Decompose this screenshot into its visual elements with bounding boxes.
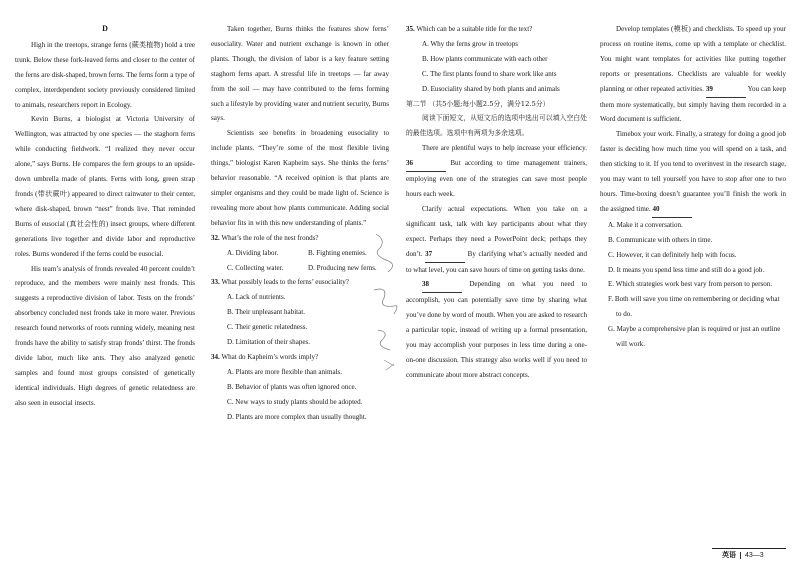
option-c[interactable]: C. The first plants found to share work like ants [422,69,557,78]
choice-g[interactable]: G. Maybe a comprehensive plan is required or just an outline will work. [608,325,781,349]
option-d[interactable]: D. Plants are more complex than usually thought. [227,412,367,421]
subject-label: 英语 [722,552,736,559]
page-number: 43—3 [740,552,764,559]
passage-paragraph: Taken together, Burns thinks the features show ferns’ eusociality. Water and nutrient exchange is known in other plants. Though, the division of labor is a key feature setting staghorn ferns apart. A stressful life in treetops — far away from the soil — may have contributed to the ferns forming such a lifestyle by providing water and nutrient security, Burns says. [211,25,389,123]
option-row [211,246,389,261]
option-row [211,261,389,276]
option-b[interactable]: B. How plants communicate with each other [422,54,548,63]
gap-paragraph: Clarify actual expectations. When you take on a significant task, talk with key participants about what they expect. Perhaps they need a PowerPoint deck; perhaps they don’t. 37 By clarifying what’s actually needed and to what level, you can save hours of time on getting tasks done. [406,204,587,274]
section-2-instruction: 阅读下面短文，从短文后的选项中选出可以填入空白处的最佳选项。选项中有两项为多余选项。 [406,114,587,138]
passage-paragraph: Kevin Burns, a biologist at Victoria University of Wellington, was attracted by one species — the staghorn ferns while conducting fieldwork. “I realized they never occur alone,” says Burns. He compares the fern groups to an upside-down umbrella made of plants. Ferns with long, green strap fronds (带状蕨叶) appeared to direct rainwater to their center, where disk-shaped, brown “nest” fronds live. That reminded Burns of eusocial (真社会性的) insect groups, where different generations live together and divide labor and reproductive roles. Burns wondered if the ferns could be eusocial. [15,115,195,258]
choice-e[interactable]: E. Which strategies work best vary from person to person. [608,280,773,289]
blank-37[interactable]: 37 [425,247,465,263]
question-35: 35. Which can be a suitable title for the text? [406,25,533,33]
question-34: 34. What do Kapheim’s words imply? [211,352,319,361]
column-2 [211,22,389,424]
option-d[interactable]: D. Producing new ferns. [308,263,377,272]
column-3 [406,22,587,383]
option-b[interactable]: B. Behavior of plants was often ignored once. [227,382,357,391]
passage-paragraph: Scientists see benefits in broadening eusociality to include plants. “They’re some of the most flexible living things,” biologist Karen Kapheim says. She thinks the ferns’ behavior reasonable. “A received opinion is that plants are simpler organisms and they could be made light of. Science is revealing more about how plants communicate. Adding social behavior fits in with this new understanding of plants.” [211,129,389,227]
question-32: 32. What’s the role of the nest fronds? [211,233,319,242]
blank-38[interactable]: 38 [422,277,462,293]
option-c[interactable]: C. Their genetic relatedness. [227,323,308,332]
option-b[interactable]: B. Their unpleasant habitat. [227,308,305,317]
option-a[interactable]: A. Dividing labor. [227,248,279,257]
option-a[interactable]: A. Lack of nutrients. [227,293,286,302]
choice-b[interactable]: B. Communicate with others in time. [608,235,713,244]
question-33: 33. What possibly leads to the ferns’ eusociality? [211,278,349,287]
option-c[interactable]: C. New ways to study plants should be adopted. [227,397,363,406]
option-a[interactable]: A. Why the ferns grow in treetops [422,39,518,48]
column-1 [15,22,195,411]
passage-paragraph: High in the treetops, strange ferns (蕨类植物) hold a tree trunk. Below these fork-leaved ferns and closer to the center of the ferns are disk-shaped, brown ferns. The ferns form a type of complex, interdependent society previously considered limited to animals, researchers report in Ecology. [15,40,195,109]
choice-a[interactable]: A. Make it a conversation. [608,220,683,229]
choice-c[interactable]: C. However, it can definitely help with focus. [608,250,737,259]
gap-paragraph: Timebox your work. Finally, a strategy for doing a good job faster is deciding how much time you will spend on a task, and then sticking to it. If you tend to overinvest in the research stage, you may want to tell yourself you have to stop after one to two hours. Time-boxing doesn’t guarantee you’ll finish the work in the assigned time. 40 [600,127,786,217]
page-footer [712,548,786,563]
choice-d[interactable]: D. It means you spend less time and still do a good job. [608,265,765,274]
passage-paragraph: His team’s analysis of fronds revealed 40 percent couldn’t reproduce, and the members were mainly nest fronds. This suggests a reproductive division of labor. Tests on the fronds’ absorbency concluded nest fronds take in more water. Previous research found networks of roots running widely, meaning nest fronds have the ability to satisfy strap fronds’ thirst. The fronds divide labor, much like ants. They also analyzed genetic samples and found most groups consisted of genetically identical individuals. High degrees of genetic relatedness are also seen in eusocial insects. [15,264,195,407]
option-c[interactable]: C. Collecting water. [227,263,284,272]
option-a[interactable]: A. Plants are more flexible than animals. [227,367,343,376]
choice-f[interactable]: F. Both will save you time on remembering or deciding what to do. [608,295,780,319]
option-d[interactable]: D. Eusociality shared by both plants and animals [422,84,560,93]
blank-40[interactable]: 40 [652,202,692,218]
option-b[interactable]: B. Fighting enemies. [308,248,367,257]
blank-36[interactable]: 36 [406,156,446,172]
gap-paragraph: Develop templates (模板) and checklists. To speed up your process on routine items, come up with a template or checklist. You might want templates for activities like putting together reports or presentations. Checklists are valuable for weekly planning or other repeated activities. 39 You can keep them more systematically, but simply having them recorded in a Word document is sufficient. [600,25,786,124]
section-2-title: 第二节 （共5小题;每小题2.5分，满分12.5分） [406,99,550,108]
passage-heading: D [102,24,108,33]
gap-paragraph: There are plentiful ways to help increase your efficiency. 36 But according to time management trainers, employing even one of the strategies can save most people hours each week. [406,144,587,198]
column-4 [600,22,786,352]
option-d[interactable]: D. Limitation of their shapes. [227,338,310,347]
blank-39[interactable]: 39 [706,82,746,98]
gap-paragraph: 38 Depending on what you need to accomplish, you can potentially save time by sharing what you’ve done by word of mouth. When you are asked to research a particular topic, instead of writing up a formal presentation, you may accomplish your purposes in less time during a one-on-one discussion. This strategy also works well if you need to communicate about more abstract concepts. [406,277,587,382]
